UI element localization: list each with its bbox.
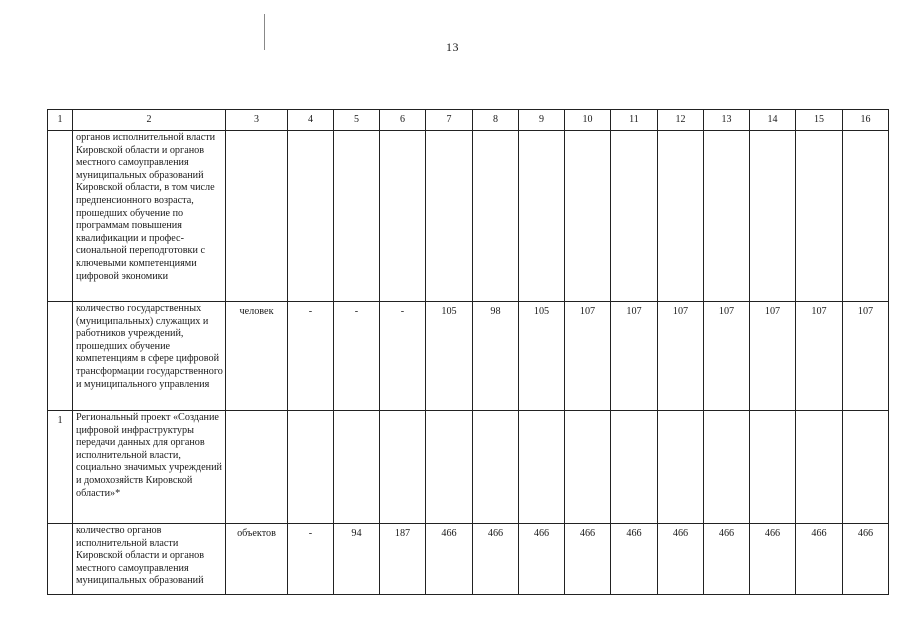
value-cell: 466 [473,524,519,595]
column-header: 7 [426,110,473,131]
table-row [48,524,889,595]
indicator-description: органов исполнительной власти Кировской области и органов местного самоуправления муниципальных образований Кировской области, в том числе предпенсионного возраста, прошедших обучение по программам повышения квалификации и профес-сиональной переподготовки с ключевыми компетенциями цифровой экономики [73,131,226,302]
data-table [47,109,889,595]
value-cell [288,131,334,302]
value-cell [750,131,796,302]
column-header: 1 [48,110,73,131]
column-header: 12 [658,110,704,131]
value-cell [704,411,750,524]
value-cell: - [380,302,426,411]
value-cell [426,411,473,524]
value-cell: 466 [843,524,889,595]
column-header: 3 [226,110,288,131]
value-cell: 107 [658,302,704,411]
value-cell [704,131,750,302]
value-cell: - [288,524,334,595]
value-cell: 466 [565,524,611,595]
value-cell [380,131,426,302]
value-cell [843,411,889,524]
column-header: 13 [704,110,750,131]
unit-cell [226,131,288,302]
value-cell: - [334,302,380,411]
value-cell [380,411,426,524]
value-cell: 107 [750,302,796,411]
value-cell: 466 [704,524,750,595]
table-row [48,302,889,411]
value-cell: 466 [519,524,565,595]
value-cell: 466 [426,524,473,595]
column-header: 14 [750,110,796,131]
column-header: 8 [473,110,519,131]
value-cell: 107 [704,302,750,411]
column-header: 9 [519,110,565,131]
value-cell [565,411,611,524]
column-header: 4 [288,110,334,131]
value-cell: 107 [796,302,843,411]
column-header: 15 [796,110,843,131]
value-cell: 187 [380,524,426,595]
table-row [48,411,889,524]
value-cell [473,131,519,302]
value-cell: 466 [796,524,843,595]
value-cell [519,411,565,524]
value-cell: 107 [565,302,611,411]
value-cell: 466 [658,524,704,595]
value-cell [843,131,889,302]
value-cell: 94 [334,524,380,595]
value-cell [611,131,658,302]
value-cell [288,411,334,524]
unit-cell: объектов [226,524,288,595]
indicator-description: количество органов исполнительной власти Кировской области и органов местного самоуправления муниципальных образований [73,524,226,595]
value-cell: 107 [611,302,658,411]
column-header: 10 [565,110,611,131]
column-header: 5 [334,110,380,131]
column-header: 2 [73,110,226,131]
value-cell [565,131,611,302]
value-cell [519,131,565,302]
value-cell: 105 [519,302,565,411]
value-cell [750,411,796,524]
value-cell [658,411,704,524]
value-cell [658,131,704,302]
column-header: 16 [843,110,889,131]
value-cell [796,131,843,302]
unit-cell [226,411,288,524]
row-number [48,131,73,302]
value-cell: 107 [843,302,889,411]
unit-cell: человек [226,302,288,411]
table-row [48,131,889,302]
table-header-row [48,110,889,131]
column-header: 11 [611,110,658,131]
value-cell [611,411,658,524]
value-cell [334,131,380,302]
value-cell [796,411,843,524]
indicator-description: Региональный проект «Создание цифровой инфраструктуры передачи данных для органов исполнительной власти, социально значимых учреждений и домохозяйств Кировской области»* [73,411,226,524]
row-number [48,302,73,411]
row-number [48,524,73,595]
column-header: 6 [380,110,426,131]
value-cell [426,131,473,302]
value-cell [334,411,380,524]
value-cell: 98 [473,302,519,411]
value-cell: - [288,302,334,411]
page-number: 13 [446,40,459,54]
value-cell: 105 [426,302,473,411]
value-cell: 466 [611,524,658,595]
indicator-description: количество государственных (муниципальных) служащих и работников учреждений, прошедших обучение компетенциям в сфере цифровой трансформации государственного и муниципального управления [73,302,226,411]
value-cell [473,411,519,524]
value-cell: 466 [750,524,796,595]
row-number: 1 [48,411,73,524]
